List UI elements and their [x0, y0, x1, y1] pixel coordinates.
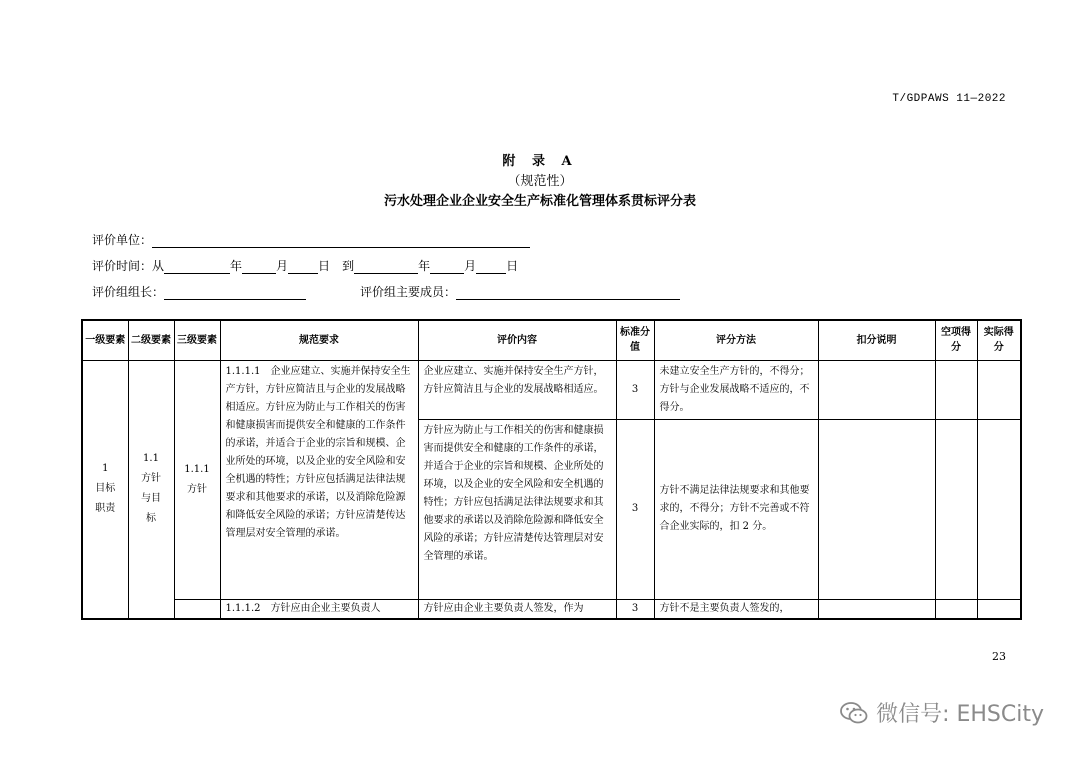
leader-label: 评价组组长：	[92, 285, 165, 299]
header-empty-score: 空项得分	[935, 320, 977, 360]
cell-empty-1	[935, 360, 977, 419]
cell-method-2: 方针不满足法律法规要求和其他要求的，不得分；方针不完善或不符合企业实际的，扣 2 分。	[654, 419, 818, 599]
cell-actual-2	[977, 419, 1021, 599]
cell-level1: 1 目标 职责	[82, 360, 128, 619]
unit-label: 评价单位：	[92, 233, 153, 247]
cell-method-3: 方针不是主要负责人签发的，	[654, 599, 818, 619]
field-team-leader	[92, 283, 680, 300]
time-label: 评价时间：从	[92, 259, 165, 273]
cell-method-1: 未建立安全生产方针的，不得分；方针与企业发展战略不适应的，不得分。	[654, 360, 818, 419]
cell-empty-3	[935, 599, 977, 619]
unit-blank	[152, 235, 530, 248]
year2-blank	[354, 261, 418, 274]
watermark	[840, 697, 1044, 728]
cell-level3: 1.1.1 方针	[174, 360, 220, 599]
leader-blank	[164, 287, 306, 300]
month2-label: 月	[464, 259, 477, 273]
document-code: T/GDPAWS 11—2022	[892, 93, 1006, 105]
cell-level3-continued	[174, 599, 220, 619]
header-requirement: 规范要求	[220, 320, 418, 360]
day2-label: 日	[506, 259, 519, 273]
cell-deduction-1	[818, 360, 935, 419]
cell-requirement-1: 1.1.1.1 企业应建立、实施并保持安全生产方针，方针应简洁且与企业的发展战略相适应。方针应为防止与工作相关的伤害和健康损害而提供安全和健康的工作条件的承诺，并适合于企业的宗旨和规模、企业所处的环境，以及企业的安全风险和安全机遇的特性；方针应包括满足法律法规要求和其他要求的承诺，以及消除危险源和降低安全风险的承诺；方针应清楚传达管理层对安全管理的承诺。	[220, 360, 418, 599]
cell-requirement-2: 1.1.1.2 方针应由企业主要负责人	[220, 599, 418, 619]
cell-empty-2	[935, 419, 977, 599]
table-row	[82, 360, 1021, 419]
page-number: 23	[992, 650, 1006, 663]
table-row	[82, 599, 1021, 619]
cell-content-1: 企业应建立、实施并保持安全生产方针，方针应简洁且与企业的发展战略相适应。	[418, 360, 616, 419]
header-standard-score: 标准分值	[616, 320, 654, 360]
month1-blank	[242, 261, 276, 274]
cell-content-3: 方针应由企业主要负责人签发，作为	[418, 599, 616, 619]
header-level2: 二级要素	[128, 320, 174, 360]
appendix-title: 附 录 A	[502, 154, 578, 169]
cell-actual-1	[977, 360, 1021, 419]
day1-blank	[288, 261, 318, 274]
cell-level2: 1.1 方针 与目 标	[128, 360, 174, 619]
table-title: 污水处理企业企业安全生产标准化管理体系贯标评分表	[383, 194, 696, 209]
header-level3: 三级要素	[174, 320, 220, 360]
appendix-nature: （规范性）	[507, 174, 573, 189]
cell-deduction-3	[818, 599, 935, 619]
wechat-icon	[840, 701, 868, 725]
month2-blank	[430, 261, 464, 274]
year2-label: 年	[418, 259, 431, 273]
header-content: 评价内容	[418, 320, 616, 360]
cell-score-3: 3	[616, 599, 654, 619]
year1-label: 年	[230, 259, 243, 273]
year1-blank	[164, 261, 230, 274]
cell-score-1: 3	[616, 360, 654, 419]
header-method: 评分方法	[654, 320, 818, 360]
watermark-text: 微信号: EHSCity	[876, 702, 1044, 727]
day1-label: 日	[318, 259, 331, 273]
cell-content-2: 方针应为防止与工作相关的伤害和健康损害而提供安全和健康的工作条件的承诺，并适合于企业的宗旨和规模、企业所处的环境，以及企业的安全风险和安全机遇的特性；方针应包括满足法律法规要求和其他要求的承诺以及消除危险源和降低安全风险的承诺；方针应清楚传达管理层对安全管理的承诺。	[418, 419, 616, 599]
day2-blank	[476, 261, 506, 274]
cell-deduction-2	[818, 419, 935, 599]
members-blank	[456, 287, 680, 300]
header-actual-score: 实际得分	[977, 320, 1021, 360]
month1-label: 月	[276, 259, 289, 273]
header-deduction: 扣分说明	[818, 320, 935, 360]
members-label: 评价组主要成员：	[360, 285, 457, 299]
table-header-row	[82, 320, 1021, 360]
cell-score-2: 3	[616, 419, 654, 599]
field-evaluation-unit	[92, 231, 530, 248]
cell-actual-3	[977, 599, 1021, 619]
header-level1: 一级要素	[82, 320, 128, 360]
scoring-table	[81, 319, 1022, 620]
to-label: 到	[342, 259, 355, 273]
field-evaluation-time	[92, 257, 518, 274]
